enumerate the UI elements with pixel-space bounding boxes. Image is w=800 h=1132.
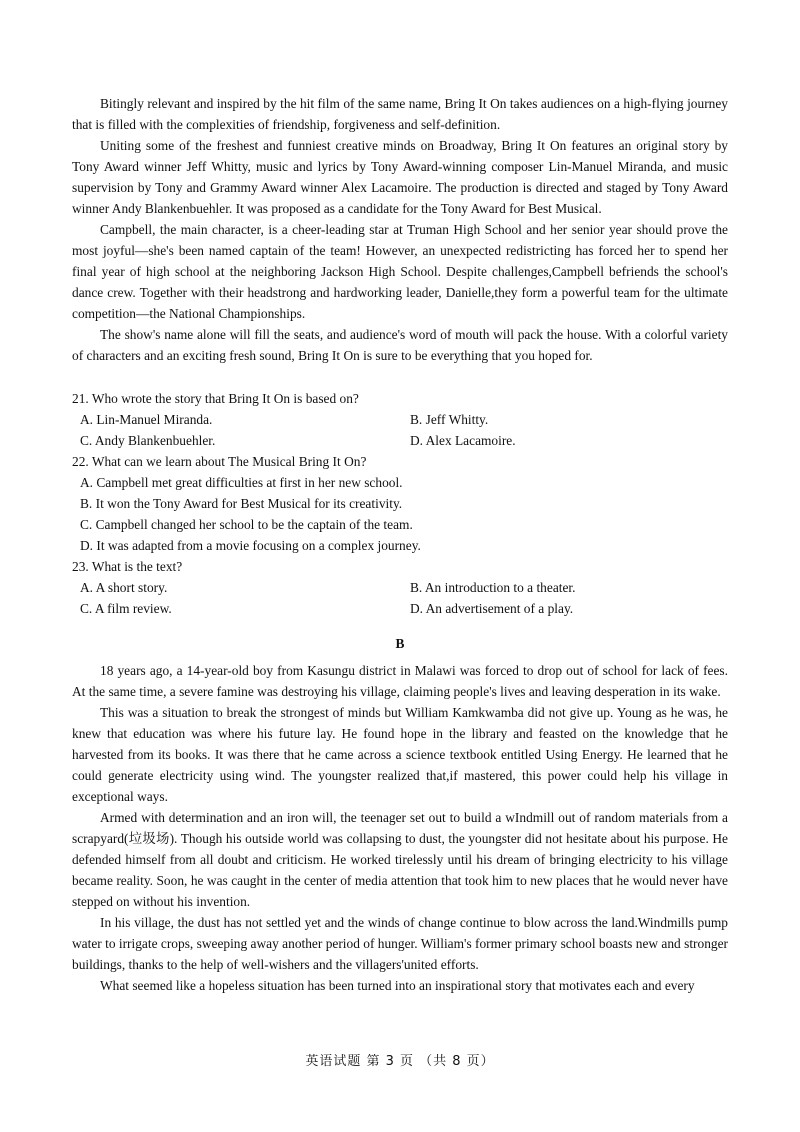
question-22-option-c: C. Campbell changed her school to be the captain of the team. [80, 517, 413, 532]
question-23-options-cd [72, 598, 728, 619]
passage-a [72, 93, 728, 366]
question-22 [72, 451, 728, 556]
passage-b-paragraph-5: What seemed like a hopeless situation has been turned into an inspirational story that motivates each and every [100, 978, 695, 993]
question-23 [72, 556, 728, 619]
question-22-option-b: B. It won the Tony Award for Best Musical for its creativity. [80, 496, 403, 511]
question-22-option-d: D. It was adapted from a movie focusing on a complex journey. [80, 538, 421, 553]
question-21-option-d: D. Alex Lacamoire. [410, 433, 516, 448]
passage-b-paragraph-2: This was a situation to break the strongest of minds but William Kamkwamba did not give up. Young as he was, he knew that education was where his future lay. He found hope in the library and feasted on the knowledge that he harvested from its books. It was there that he came across a science textbook entitled Using Energy. He learned that he could generate electricity using wind. The youngster realized that,if mastered, this power could help his village in exceptional ways. [72, 705, 728, 804]
page-footer: 英语试题 第 3 页 （共 8 页） [305, 1054, 495, 1069]
passage-b [72, 660, 728, 996]
question-23-option-c: C. A film review. [80, 601, 172, 616]
passage-a-paragraph-2: Uniting some of the freshest and funniest creative minds on Broadway, Bring It On features an original story by Tony Award winner Jeff Whitty, music and lyrics by Tony Award-winning composer Lin-Manuel Miranda, and music supervision by Tony and Grammy Award winner Alex Lacamoire. The production is directed and staged by Tony Award winner Andy Blankenbuehler. It was proposed as a candidate for the Tony Award for Best Musical. [72, 138, 728, 216]
question-22-stem: 22. What can we learn about The Musical Bring It On? [72, 454, 367, 469]
section-b-title: B [395, 636, 405, 651]
question-21-stem: 21. Who wrote the story that Bring It On is based on? [72, 391, 359, 406]
passage-a-paragraph-4: The show's name alone will fill the seats, and audience's word of mouth will pack the house. With a colorful variety of characters and an exciting fresh sound, Bring It On is sure to be everything that you hoped for. [72, 327, 728, 363]
passage-a-paragraph-1: Bitingly relevant and inspired by the hit film of the same name, Bring It On takes audiences on a high-flying journey that is filled with the complexities of friendship, forgiveness and self-definition. [72, 96, 728, 132]
question-21-options-cd [72, 430, 728, 451]
question-21 [72, 388, 728, 451]
question-21-option-b: B. Jeff Whitty. [410, 412, 489, 427]
question-21-option-c: C. Andy Blankenbuehler. [80, 433, 216, 448]
exam-page [72, 93, 728, 996]
spacer [72, 366, 728, 388]
question-21-options-ab [72, 409, 728, 430]
passage-b-paragraph-4: In his village, the dust has not settled yet and the winds of change continue to blow across the land.Windmills pump water to irrigate crops, sweeping away another period of hunger. William's former primary school boasts new and stronger buildings, thanks to the help of well-wishers and the villagers'united efforts. [72, 915, 728, 972]
question-23-options-ab [72, 577, 728, 598]
question-23-option-a: A. A short story. [80, 580, 168, 595]
question-23-option-d: D. An advertisement of a play. [410, 601, 574, 616]
question-23-option-b: B. An introduction to a theater. [410, 580, 576, 595]
passage-a-paragraph-3: Campbell, the main character, is a cheer-leading star at Truman High School and her senior year should prove the most joyful—she's been named captain of the team! However, an unexpected redistricting has forced her to spend her final year of high school at the neighboring Jackson High School. Despite challenges,Campbell befriends the school's dance crew. Together with their headstrong and hardworking leader, Danielle,they form a powerful team for the ultimate competition—the National Championships. [72, 222, 728, 321]
question-23-stem: 23. What is the text? [72, 559, 183, 574]
passage-b-paragraph-3: Armed with determination and an iron will, the teenager set out to build a wIndmill out of random materials from a scrapyard(垃圾场). Though his outside world was collapsing to dust, the youngster did not hesitate about his purpose. He defended himself from all doubt and criticism. He worked tirelessly until his dream of bringing electricity to his village became reality. Soon, he was caught in the center of media attention that took him to new places that he would never have stepped on without his invention. [72, 810, 728, 909]
passage-b-paragraph-1: 18 years ago, a 14-year-old boy from Kasungu district in Malawi was forced to drop out of school for lack of fees. At the same time, a severe famine was destroying his village, claiming people's lives and leaving desperation in its wake. [72, 663, 728, 699]
question-22-option-a: A. Campbell met great difficulties at first in her new school. [80, 475, 403, 490]
question-21-option-a: A. Lin-Manuel Miranda. [80, 412, 213, 427]
